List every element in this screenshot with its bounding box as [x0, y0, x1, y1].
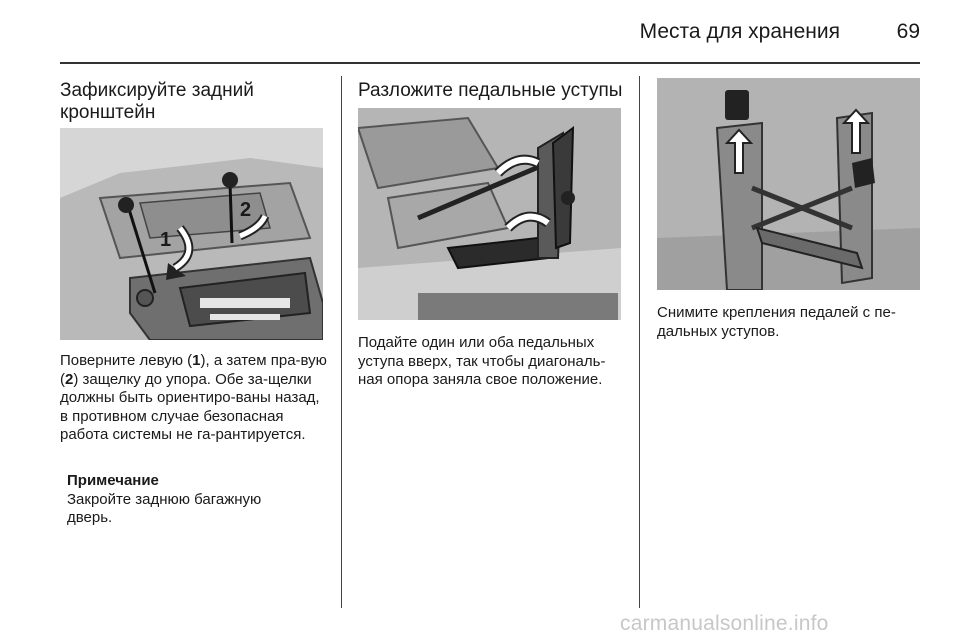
figure-pedal-clamps	[657, 78, 920, 290]
header-title: Места для хранения	[639, 20, 840, 43]
figure-label-2: 2	[240, 199, 252, 221]
instruction-text-pedal-clamps: Снимите крепления педалей с пе-дальных уступов.	[657, 304, 896, 340]
figure-pedal-steps-unfold	[358, 108, 621, 320]
instruction-text-pedal-steps: Подайте один или оба педальных уступа вверх, так чтобы диагональ-ная опора заняла свое положение.	[358, 334, 606, 389]
note-title: Примечание	[67, 472, 159, 489]
section-heading-pedal-steps: Разложите педальные уступы	[358, 80, 623, 101]
figure-label-1: 1	[160, 229, 172, 251]
text-part-1: Поверните левую (	[60, 352, 193, 369]
instruction-text-latches	[60, 352, 330, 445]
column-divider-left	[341, 76, 342, 608]
column-divider-right	[639, 76, 640, 608]
figure-rear-bracket-latches	[60, 128, 323, 340]
watermark: carmanualsonline.info	[620, 612, 829, 635]
page-number: 69	[896, 20, 920, 43]
note-text: Закройте заднюю багажную дверь.	[67, 490, 262, 527]
latch-number-2: 2	[65, 370, 74, 388]
text-part-2: ), а затем пра-вую (	[60, 352, 327, 388]
header-rule	[60, 62, 920, 64]
latch-number-1: 1	[192, 352, 201, 369]
note-block	[67, 472, 297, 528]
section-heading-rear-bracket: Зафиксируйте задний кронштейн	[60, 80, 254, 123]
text-part-3: ) защелку до упора. Обе за-щелки должны быть ориентиро-ваны назад, в противном случае безопасная работа системы не га-рантируется.	[60, 370, 320, 444]
